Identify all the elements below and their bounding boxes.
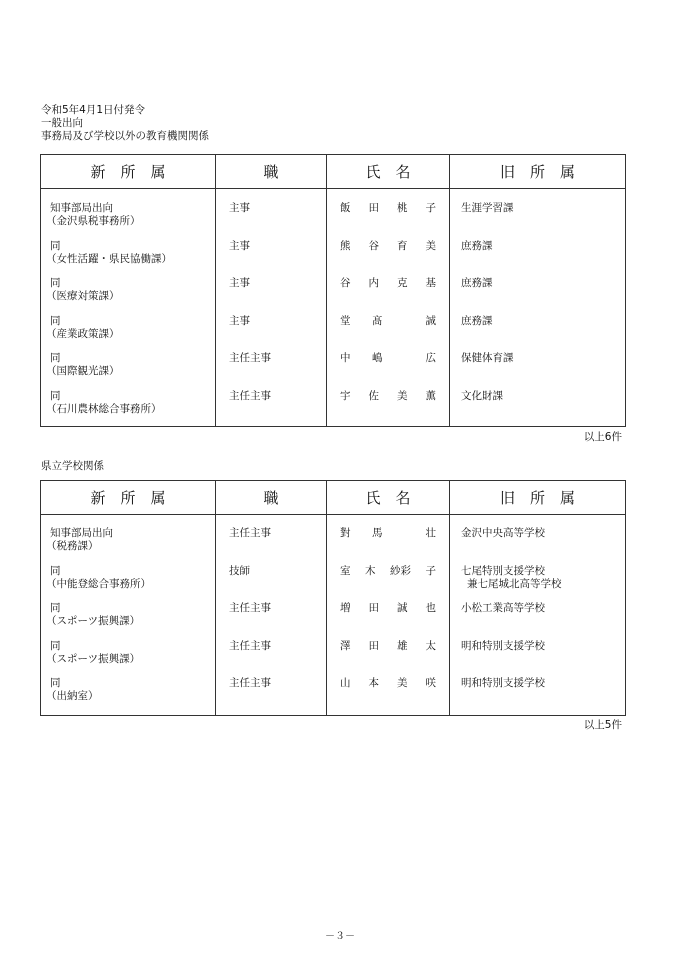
old-dept-cells (450, 515, 626, 716)
new-dept-line1: 同 (50, 602, 61, 614)
job-title: 主任主事 (229, 352, 271, 364)
person-name (340, 240, 436, 252)
name-char: 美 (425, 239, 436, 252)
col-title: 職 (216, 481, 327, 515)
person-name (340, 315, 436, 327)
name-char: 中 (340, 352, 351, 364)
count-table-2: 以上5件 (583, 719, 622, 731)
old-dept-line1: 小松工業高等学校 (461, 602, 545, 614)
col-old-dept: 旧 所 属 (450, 155, 626, 189)
person-name (340, 277, 436, 289)
name-char: 堂 (340, 314, 351, 327)
new-dept-line2: （スポーツ振興課） (46, 652, 141, 665)
job-title: 主事 (229, 202, 250, 214)
table-body-row (41, 189, 626, 427)
person-name (340, 677, 436, 689)
person-name (340, 565, 436, 577)
new-dept-cells (41, 189, 216, 427)
name-char: 馬 (372, 527, 383, 539)
old-dept-line1: 文化財課 (461, 389, 503, 402)
new-dept-line1: 同 (50, 314, 61, 327)
table-header-row (41, 155, 626, 189)
name-char: 克 (397, 277, 408, 289)
name-cells (327, 515, 450, 716)
old-dept-line1: 金沢中央高等学校 (461, 527, 545, 539)
name-char: 嶋 (372, 352, 383, 364)
name-char: 室 (340, 564, 351, 577)
job-title: 主任主事 (229, 639, 271, 652)
name-char: 咲 (425, 677, 436, 689)
transfer-table-2 (40, 480, 626, 716)
old-dept-line1: 保健体育課 (461, 352, 514, 364)
old-dept-line1: 庶務課 (461, 239, 493, 252)
name-char: 本 (368, 677, 379, 689)
col-new-dept: 新 所 属 (41, 155, 216, 189)
title-cells (216, 189, 327, 427)
name-char: 紗彩 (390, 564, 411, 577)
person-name (340, 527, 436, 539)
name-char: 飯 (340, 202, 351, 214)
new-dept-line2: （中能登総合事務所） (46, 577, 151, 590)
old-dept-line2: 兼七尾城北高等学校 (467, 577, 562, 590)
table-body-row (41, 515, 626, 716)
name-char: 木 (365, 564, 376, 577)
new-dept-cells (41, 515, 216, 716)
name-char: 増 (340, 602, 351, 614)
section-title: 事務局及び学校以外の教育機関関係 (41, 130, 209, 142)
new-dept-line2: （金沢県税事務所） (46, 215, 141, 227)
old-dept-line1: 七尾特別支援学校 (461, 564, 545, 577)
col-new-dept: 新 所 属 (41, 481, 216, 515)
name-char: 對 (340, 527, 351, 539)
transfer-table-1 (40, 154, 626, 427)
col-old-dept: 旧 所 属 (450, 481, 626, 515)
job-title: 主事 (229, 277, 250, 289)
new-dept-line2: （国際観光課） (46, 365, 120, 377)
name-char: 宇 (340, 389, 351, 402)
name-char: 基 (425, 277, 436, 289)
name-cells (327, 189, 450, 427)
title-cells (216, 515, 327, 716)
name-char: 佐 (368, 389, 379, 402)
person-name (340, 602, 436, 614)
count-table-1: 以上6件 (583, 431, 622, 443)
name-char: 田 (368, 202, 379, 214)
job-title: 主事 (229, 314, 250, 327)
table-header-row (41, 481, 626, 515)
name-char: 美 (397, 677, 408, 689)
new-dept-line1: 同 (50, 389, 61, 402)
name-char: 也 (425, 602, 436, 614)
new-dept-line1: 同 (50, 352, 61, 364)
person-name (340, 352, 436, 364)
person-name (340, 390, 436, 402)
name-char: 雄 (397, 639, 408, 652)
job-title: 主任主事 (229, 389, 271, 402)
job-title: 主任主事 (229, 527, 271, 539)
new-dept-line2: （女性活躍・県民協働課） (46, 252, 172, 265)
name-char: 熊 (340, 239, 351, 252)
col-name: 氏 名 (327, 155, 450, 189)
name-char: 誠 (397, 602, 408, 614)
name-char: 広 (425, 352, 436, 364)
name-char: 薫 (425, 389, 436, 402)
name-char: 育 (397, 239, 408, 252)
old-dept-line1: 庶務課 (461, 277, 493, 289)
new-dept-line1: 同 (50, 564, 61, 577)
name-char: 子 (425, 202, 436, 214)
name-char: 内 (368, 277, 379, 289)
name-char: 山 (340, 677, 351, 689)
old-dept-line1: 生涯学習課 (461, 202, 514, 214)
new-dept-line2: （出納室） (46, 690, 99, 702)
job-title: 主任主事 (229, 677, 271, 689)
new-dept-line2: （産業政策課） (46, 327, 120, 340)
new-dept-line1: 知事部局出向 (50, 527, 113, 539)
name-char: 田 (368, 602, 379, 614)
transfer-type: 一般出向 (41, 117, 83, 129)
name-char: 谷 (368, 239, 379, 252)
name-char: 誠 (425, 314, 436, 327)
page-number: －３－ (325, 931, 355, 942)
name-char: 桃 (397, 202, 408, 214)
person-name (340, 202, 436, 214)
job-title: 技師 (229, 564, 250, 577)
name-char: 子 (425, 564, 436, 577)
name-char: 谷 (340, 277, 351, 289)
col-name: 氏 名 (327, 481, 450, 515)
new-dept-line1: 知事部局出向 (50, 202, 113, 214)
new-dept-line1: 同 (50, 677, 61, 689)
new-dept-line2: （石川農林総合事務所） (46, 402, 162, 415)
person-name (340, 640, 436, 652)
issue-date: 令和5年4月1日付発令 (41, 104, 146, 116)
name-char: 壮 (425, 527, 436, 539)
section-school-title: 県立学校関係 (41, 460, 104, 472)
old-dept-line1: 庶務課 (461, 314, 493, 327)
new-dept-line2: （税務課） (46, 540, 99, 552)
new-dept-line2: （スポーツ振興課） (46, 615, 141, 627)
old-dept-line1: 明和特別支援学校 (461, 677, 545, 689)
new-dept-line1: 同 (50, 277, 61, 289)
new-dept-line1: 同 (50, 239, 61, 252)
new-dept-line2: （医療対策課） (46, 290, 120, 302)
name-char: 美 (397, 389, 408, 402)
name-char: 田 (368, 639, 379, 652)
name-char: 澤 (340, 639, 351, 652)
col-title: 職 (216, 155, 327, 189)
old-dept-cells (450, 189, 626, 427)
name-char: 髙 (372, 314, 383, 327)
new-dept-line1: 同 (50, 639, 61, 652)
old-dept-line1: 明和特別支援学校 (461, 639, 545, 652)
name-char: 太 (425, 639, 436, 652)
job-title: 主任主事 (229, 602, 271, 614)
job-title: 主事 (229, 239, 250, 252)
